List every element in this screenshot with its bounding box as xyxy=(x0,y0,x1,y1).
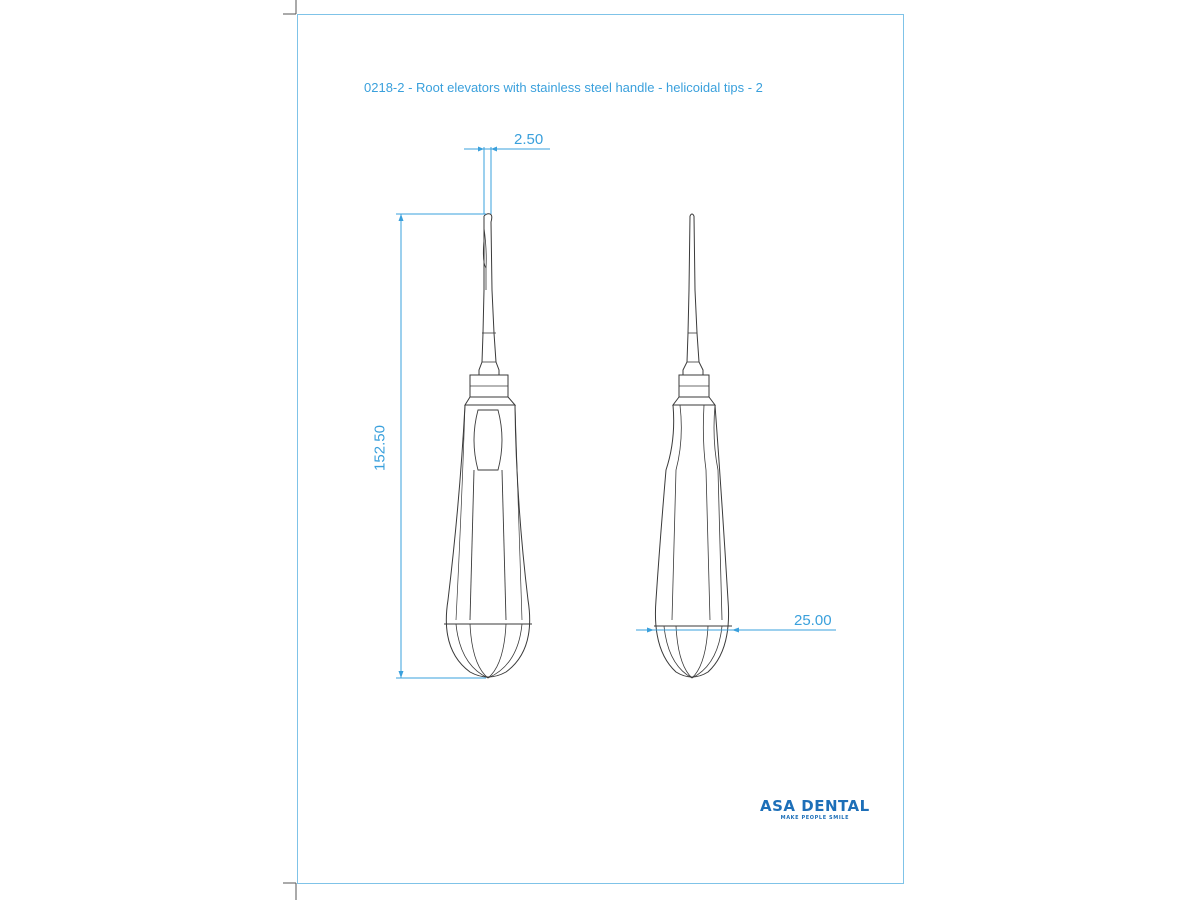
handle-width-label: 25.00 xyxy=(794,612,832,629)
logo-tagline: MAKE PEOPLE SMILE xyxy=(780,815,850,821)
tip-width-label: 2.50 xyxy=(514,131,544,148)
dimension-tip-width xyxy=(464,147,550,215)
instrument-front-view xyxy=(654,214,732,678)
asa-dental-logo xyxy=(760,798,870,821)
overall-length-label: 152.50 xyxy=(371,425,389,471)
drawing-title: 0218-2 - Root elevators with stainless steel handle - helicoidal tips - 2 xyxy=(364,80,763,95)
instrument-side-view xyxy=(444,214,532,678)
crop-marks xyxy=(283,0,296,900)
logo-name: ASA DENTAL xyxy=(760,797,870,815)
dimension-overall-length xyxy=(396,214,486,678)
